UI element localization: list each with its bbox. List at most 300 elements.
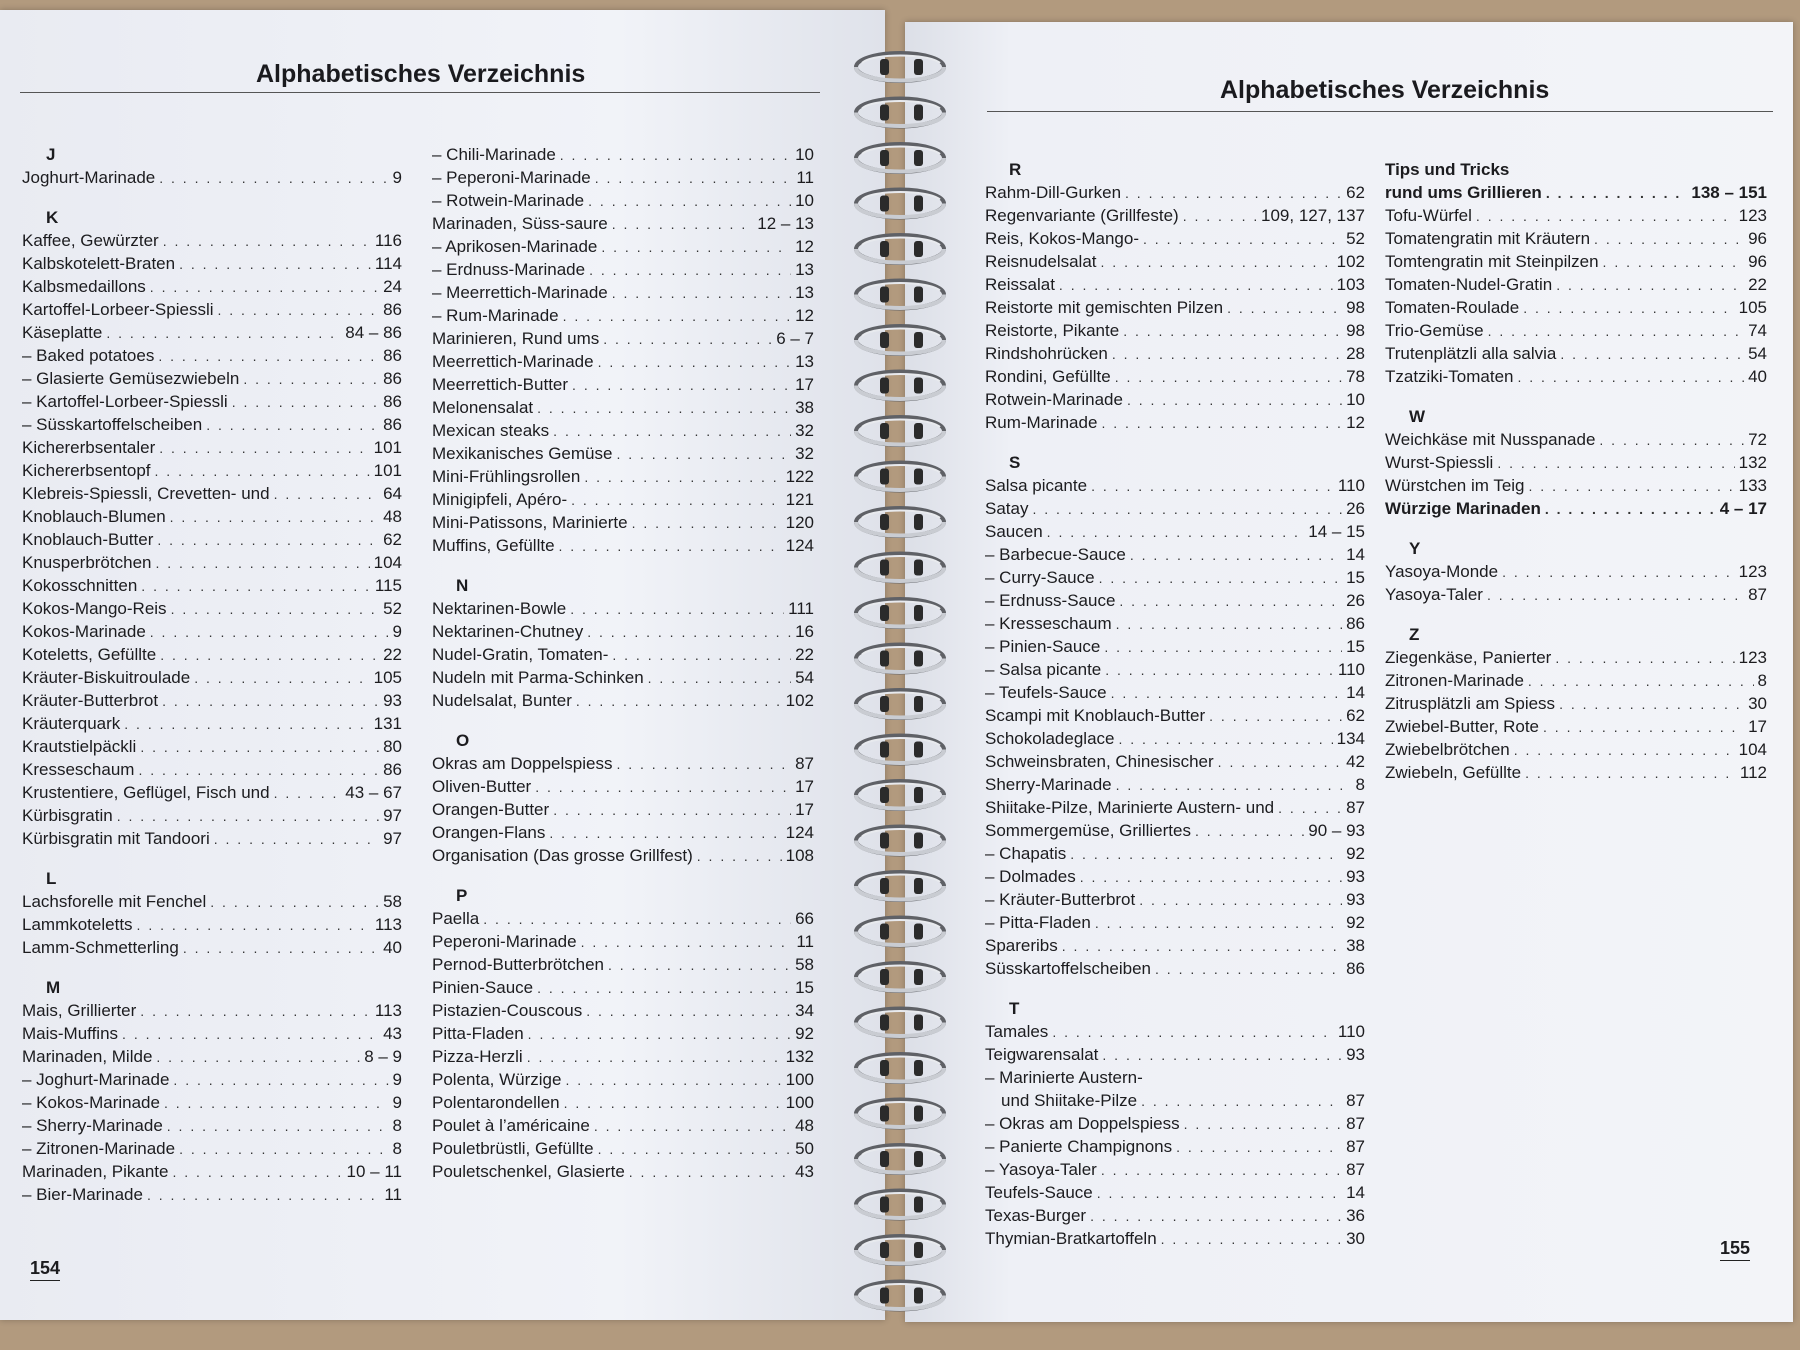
index-entry: [22, 913, 402, 936]
entry-page-number: 115: [374, 576, 402, 595]
entry-label: Lamm-Schmetterling: [22, 938, 179, 957]
spiral-ring: [856, 918, 944, 946]
index-entry: [985, 388, 1365, 411]
index-entry: [22, 597, 402, 620]
index-entry: [1385, 204, 1767, 227]
index-entry: [985, 273, 1365, 296]
index-entry: [985, 204, 1365, 227]
dot-leader: [581, 931, 793, 954]
entry-label: Nektarinen-Bowle: [432, 599, 567, 618]
entry-label: Pouletbrüstli, Gefüllte: [432, 1139, 594, 1158]
entry-page-number: 97: [383, 829, 402, 848]
index-entry: [985, 658, 1365, 681]
entry-page-number: 42: [1346, 752, 1365, 771]
entry-page-number: 138 – 151: [1691, 183, 1767, 202]
entry-label: Ziegenkäse, Panierter: [1385, 648, 1552, 667]
dot-leader: [1047, 521, 1305, 544]
index-entry: [22, 781, 402, 804]
entry-label: Tomatengratin mit Kräutern: [1385, 229, 1591, 248]
entry-label: Knoblauch-Blumen: [22, 507, 166, 526]
dot-leader: [1032, 498, 1342, 521]
dot-leader: [1115, 366, 1342, 389]
index-entry: [22, 758, 402, 781]
entry-label: Pernod-Butterbrötchen: [432, 955, 604, 974]
dot-leader: [173, 1069, 388, 1092]
entry-page-number: 72: [1748, 430, 1767, 449]
dot-leader: [1127, 389, 1342, 412]
index-entry: [22, 1183, 402, 1206]
entry-label: Reistorte mit gemischten Pilzen: [985, 298, 1224, 317]
spiral-binding: [842, 45, 952, 1315]
entry-label: Süsskartoffelscheiben: [985, 959, 1152, 978]
entry-page-number: 8: [392, 1139, 402, 1158]
index-entry: [432, 798, 814, 821]
index-entry: [985, 1043, 1365, 1066]
section-letter: S: [1009, 453, 1021, 472]
spiral-ring: [856, 1191, 944, 1219]
index-entry: [22, 712, 402, 735]
index-entry: [985, 474, 1365, 497]
index-entry: [432, 752, 814, 775]
entry-label: Texas-Burger: [985, 1206, 1087, 1225]
entry-page-number: 52: [383, 599, 402, 618]
entry-page-number: 62: [1346, 706, 1365, 725]
dot-leader: [158, 345, 379, 368]
entry-page-number: 74: [1748, 321, 1767, 340]
dot-leader: [243, 368, 379, 391]
index-entry: [985, 497, 1365, 520]
entry-page-number: 14: [1346, 545, 1365, 564]
entry-page-number: 12 – 13: [757, 214, 814, 233]
entry-label: Teigwarensalat: [985, 1045, 1099, 1064]
index-entry: [985, 543, 1365, 566]
dot-leader: [1209, 705, 1342, 728]
index-entry: [985, 1020, 1365, 1043]
entry-page-number: 15: [795, 978, 814, 997]
dot-leader: [167, 1115, 389, 1138]
entry-page-number: 11: [384, 1185, 402, 1204]
dot-leader: [603, 328, 772, 351]
entry-page-number: 10 – 11: [346, 1162, 402, 1181]
entry-page-number: 8: [1355, 775, 1365, 794]
dot-leader: [601, 236, 791, 259]
entry-label: Yasoya-Monde: [1385, 562, 1499, 581]
dot-leader: [1599, 429, 1744, 452]
index-entry: [22, 482, 402, 505]
entry-page-number: 13: [795, 260, 814, 279]
index-entry: [985, 888, 1365, 911]
dot-leader: [589, 259, 791, 282]
entry-label: Nudeln mit Parma-Schinken: [432, 668, 644, 687]
index-entry: [985, 1066, 1365, 1089]
dot-leader: [1141, 1090, 1342, 1113]
dot-leader: [1543, 716, 1744, 739]
entry-page-number: 104: [1738, 740, 1767, 759]
dot-leader: [140, 1000, 371, 1023]
entry-page-number: 123: [1738, 648, 1767, 667]
dot-leader: [124, 713, 369, 736]
entry-label: Sommergemüse, Grilliertes: [985, 821, 1191, 840]
entry-label: Shiitake-Pilze, Marinierte Austern- und: [985, 798, 1275, 817]
index-entry: [985, 911, 1365, 934]
entry-label: Joghurt-Marinade: [22, 168, 156, 187]
dot-leader: [159, 167, 388, 190]
spiral-ring: [856, 417, 944, 445]
entry-label: – Barbecue-Sauce: [985, 545, 1126, 564]
dot-leader: [1176, 1136, 1342, 1159]
entry-label: Zwiebeln, Gefüllte: [1385, 763, 1522, 782]
index-entry: [985, 612, 1365, 635]
dot-leader: [1118, 728, 1332, 751]
dot-leader: [1091, 475, 1334, 498]
index-entry: [432, 350, 814, 373]
index-entry: [985, 750, 1365, 773]
entry-page-number: 40: [1748, 367, 1767, 386]
entry-label: Krustentiere, Geflügel, Fisch und: [22, 783, 270, 802]
index-entry: [432, 999, 814, 1022]
index-entry: [985, 566, 1365, 589]
entry-page-number: 86: [383, 369, 402, 388]
dot-leader: [194, 667, 369, 690]
entry-page-number: 9: [392, 1070, 402, 1089]
dot-leader: [140, 736, 379, 759]
index-entry: [1385, 738, 1767, 761]
entry-page-number: 50: [795, 1139, 814, 1158]
entry-page-number: 26: [1346, 499, 1365, 518]
index-entry: [1385, 250, 1767, 273]
index-entry: [22, 229, 402, 252]
spiral-ring: [856, 645, 944, 673]
entry-page-number: 124: [785, 536, 814, 555]
entry-page-number: 101: [373, 461, 402, 480]
dot-leader: [1052, 1021, 1334, 1044]
entry-page-number: 93: [1346, 1045, 1365, 1064]
entry-page-number: 87: [1346, 1091, 1365, 1110]
entry-label: Wurst-Spiessli: [1385, 453, 1494, 472]
index-entry: [985, 1158, 1365, 1181]
index-entry: [22, 390, 402, 413]
dot-leader: [171, 598, 380, 621]
section-letter: P: [456, 886, 468, 905]
dot-leader: [1101, 1159, 1342, 1182]
entry-page-number: 4 – 17: [1719, 499, 1767, 518]
dot-leader: [172, 1161, 342, 1184]
entry-page-number: 78: [1346, 367, 1365, 386]
index-entry: [22, 344, 402, 367]
entry-label: – Kartoffel-Lorbeer-Spiessli: [22, 392, 228, 411]
index-entry: [22, 620, 402, 643]
dot-leader: [576, 690, 782, 713]
entry-label: – Baked potatoes: [22, 346, 155, 365]
entry-label: Marinaden, Süss-saure: [432, 214, 608, 233]
index-entry: [1385, 158, 1767, 181]
entry-label: Kichererbsentaler: [22, 438, 156, 457]
index-entry: [985, 1089, 1365, 1112]
index-entry: [432, 212, 814, 235]
entry-page-number: 54: [795, 668, 814, 687]
index-entry: [985, 934, 1365, 957]
index-entry: [432, 534, 814, 557]
dot-leader: [155, 552, 369, 575]
entry-label: Melonensalat: [432, 398, 534, 417]
dot-leader: [1130, 544, 1342, 567]
entry-page-number: 86: [383, 300, 402, 319]
entry-label: Tomtengratin mit Steinpilzen: [1385, 252, 1599, 271]
entry-label: – Pitta-Fladen: [985, 913, 1091, 932]
dot-leader: [1070, 843, 1342, 866]
entry-label: Muffins, Gefüllte: [432, 536, 555, 555]
entry-page-number: 22: [1748, 275, 1767, 294]
entry-label: Pinien-Sauce: [432, 978, 534, 997]
dot-leader: [1528, 670, 1754, 693]
entry-page-number: 120: [785, 513, 814, 532]
right-page-title: Alphabetisches Verzeichnis: [1220, 76, 1550, 104]
entry-label: – Rum-Marinade: [432, 306, 559, 325]
entry-page-number: 105: [373, 668, 402, 687]
index-entry: [432, 666, 814, 689]
dot-leader: [629, 1161, 791, 1184]
spiral-ring: [856, 190, 944, 218]
section-letter: J: [46, 145, 56, 164]
dot-leader: [1139, 889, 1342, 912]
dot-leader: [1594, 228, 1744, 251]
entry-label: – Meerrettich-Marinade: [432, 283, 608, 302]
index-entry: [985, 1181, 1365, 1204]
dot-leader: [1123, 320, 1342, 343]
index-entry: [432, 419, 814, 442]
entry-label: Nudelsalat, Bunter: [432, 691, 572, 710]
index-entry: [985, 819, 1365, 842]
index-entry: [432, 189, 814, 212]
dot-leader: [648, 667, 791, 690]
spiral-ring: [856, 1145, 944, 1173]
index-entry: [22, 735, 402, 758]
entry-page-number: 87: [795, 754, 814, 773]
dot-leader: [586, 1000, 791, 1023]
index-entry: [22, 890, 402, 913]
entry-label: – Okras am Doppelspiess: [985, 1114, 1180, 1133]
dot-leader: [616, 443, 791, 466]
entry-label: Spareribs: [985, 936, 1058, 955]
entry-page-number: 32: [795, 421, 814, 440]
entry-label: Rahm-Dill-Gurken: [985, 183, 1122, 202]
index-entry: [1385, 319, 1767, 342]
entry-label: Mexican steaks: [432, 421, 550, 440]
dot-leader: [1059, 274, 1333, 297]
dot-leader: [147, 1184, 380, 1207]
entry-label: Kichererbsentopf: [22, 461, 151, 480]
left-column-2: [432, 143, 814, 1183]
dot-leader: [632, 512, 782, 535]
index-entry: [432, 1137, 814, 1160]
entry-label: Tomaten-Nudel-Gratin: [1385, 275, 1553, 294]
entry-page-number: 17: [795, 375, 814, 394]
entry-page-number: 124: [785, 823, 814, 842]
dot-leader: [210, 891, 379, 914]
index-entry: [22, 666, 402, 689]
dot-leader: [564, 1092, 782, 1115]
entry-page-number: 101: [373, 438, 402, 457]
index-entry: [432, 1160, 814, 1183]
index-entry: [1385, 583, 1767, 606]
index-entry: [432, 821, 814, 844]
spiral-ring: [856, 235, 944, 263]
entry-page-number: 22: [795, 645, 814, 664]
dot-leader: [553, 799, 791, 822]
dot-leader: [155, 460, 370, 483]
entry-page-number: 58: [795, 955, 814, 974]
index-entry: [1385, 474, 1767, 497]
entry-label: und Shiitake-Pilze: [1001, 1091, 1138, 1110]
entry-label: Kokosschnitten: [22, 576, 138, 595]
entry-label: Poulet à l’américaine: [432, 1116, 590, 1135]
section-letter: Z: [1409, 625, 1420, 644]
index-entry: [22, 436, 402, 459]
entry-label: Yasoya-Taler: [1385, 585, 1483, 604]
entry-label: – Joghurt-Marinade: [22, 1070, 170, 1089]
dot-leader: [1183, 205, 1257, 228]
index-entry: [432, 166, 814, 189]
entry-label: Reissalat: [985, 275, 1055, 294]
section-letter: Y: [1409, 539, 1421, 558]
index-entry: [432, 235, 814, 258]
index-entry: [985, 1112, 1365, 1135]
entry-page-number: 109, 127, 137: [1261, 206, 1365, 225]
index-entry: [22, 528, 402, 551]
entry-label: – Peperoni-Marinade: [432, 168, 591, 187]
dot-leader: [527, 1046, 782, 1069]
index-entry: [22, 1114, 402, 1137]
index-entry: [985, 411, 1365, 434]
entry-page-number: 86: [1346, 959, 1365, 978]
index-entry: [432, 775, 814, 798]
entry-label: Käseplatte: [22, 323, 103, 342]
entry-page-number: 87: [1346, 1137, 1365, 1156]
entry-page-number: 80: [383, 737, 402, 756]
spiral-ring: [856, 1236, 944, 1264]
entry-page-number: 12: [795, 237, 814, 256]
dot-leader: [563, 305, 791, 328]
dot-leader: [1119, 590, 1342, 613]
entry-page-number: 14: [1346, 683, 1365, 702]
dot-leader: [584, 466, 781, 489]
entry-label: Mini-Frühlingsrollen: [432, 467, 581, 486]
entry-label: Mais, Grillierter: [22, 1001, 137, 1020]
spiral-ring: [856, 99, 944, 127]
entry-label: Orangen-Butter: [432, 800, 550, 819]
entry-page-number: 15: [1346, 637, 1365, 656]
index-entry: [985, 1204, 1365, 1227]
dot-leader: [594, 1115, 791, 1138]
entry-page-number: 113: [374, 1001, 402, 1020]
dot-leader: [1514, 739, 1735, 762]
dot-leader: [1517, 366, 1744, 389]
entry-page-number: 9: [392, 622, 402, 641]
dot-leader: [560, 144, 791, 167]
index-entry: [22, 1160, 402, 1183]
entry-label: Mais-Muffins: [22, 1024, 119, 1043]
index-entry: [22, 1137, 402, 1160]
index-entry: [1385, 227, 1767, 250]
index-entry: [985, 681, 1365, 704]
entry-page-number: 22: [383, 645, 402, 664]
index-entry: [22, 1045, 402, 1068]
index-entry: [985, 635, 1365, 658]
entry-page-number: 12: [1346, 413, 1365, 432]
index-entry: [1385, 296, 1767, 319]
spiral-ring: [856, 781, 944, 809]
index-entry: [432, 143, 814, 166]
entry-label: Pouletschenkel, Glasierte: [432, 1162, 625, 1181]
entry-label: Kürbisgratin mit Tandoori: [22, 829, 210, 848]
index-entry: [22, 367, 402, 390]
index-entry: [432, 930, 814, 953]
entry-label: Klebreis-Spiessli, Crevetten- und: [22, 484, 270, 503]
entry-label: Tofu-Würfel: [1385, 206, 1472, 225]
entry-label: Zwiebel-Butter, Rote: [1385, 717, 1540, 736]
dot-leader: [1101, 251, 1333, 274]
entry-page-number: 43: [383, 1024, 402, 1043]
entry-page-number: 8: [1757, 671, 1767, 690]
index-entry: [985, 319, 1365, 342]
dot-leader: [150, 621, 389, 644]
entry-label: – Kokos-Marinade: [22, 1093, 160, 1112]
dot-leader: [1497, 452, 1734, 475]
left-page: [0, 10, 885, 1320]
entry-label: Meerrettich-Marinade: [432, 352, 594, 371]
entry-label: Oliven-Butter: [432, 777, 532, 796]
entry-label: – Sherry-Marinade: [22, 1116, 163, 1135]
index-entry: [1385, 560, 1767, 583]
index-entry: [22, 413, 402, 436]
entry-page-number: 62: [383, 530, 402, 549]
entry-label: Tomaten-Roulade: [1385, 298, 1520, 317]
entry-label: – Aprikosen-Marinade: [432, 237, 598, 256]
section-letter: K: [46, 208, 59, 227]
index-entry: [22, 275, 402, 298]
entry-page-number: 9: [392, 168, 402, 187]
entry-label: – Curry-Sauce: [985, 568, 1095, 587]
dot-leader: [565, 1069, 781, 1092]
dot-leader: [1184, 1113, 1342, 1136]
left-header-rule: [20, 92, 820, 93]
dot-leader: [274, 782, 342, 805]
dot-leader: [549, 822, 781, 845]
entry-label: Kräuter-Butterbrot: [22, 691, 159, 710]
dot-leader: [535, 776, 791, 799]
entry-label: – Chapatis: [985, 844, 1067, 863]
entry-page-number: 86: [1346, 614, 1365, 633]
index-entry: [22, 936, 402, 959]
entry-label: Kalbsmedaillons: [22, 277, 146, 296]
spiral-ring: [856, 508, 944, 536]
entry-page-number: 58: [383, 892, 402, 911]
entry-label: Meerrettich-Butter: [432, 375, 569, 394]
index-entry: [432, 1068, 814, 1091]
dot-leader: [183, 937, 379, 960]
entry-label: – Kräuter-Butterbrot: [985, 890, 1136, 909]
entry-label: Kräuterquark: [22, 714, 121, 733]
entry-page-number: 14: [1346, 1183, 1365, 1202]
entry-page-number: 114: [374, 254, 402, 273]
entry-page-number: 121: [785, 490, 814, 509]
index-entry: [22, 804, 402, 827]
entry-page-number: 96: [1748, 229, 1767, 248]
index-entry: [432, 396, 814, 419]
index-entry: [22, 1068, 402, 1091]
index-entry: [432, 1114, 814, 1137]
entry-page-number: 34: [795, 1001, 814, 1020]
